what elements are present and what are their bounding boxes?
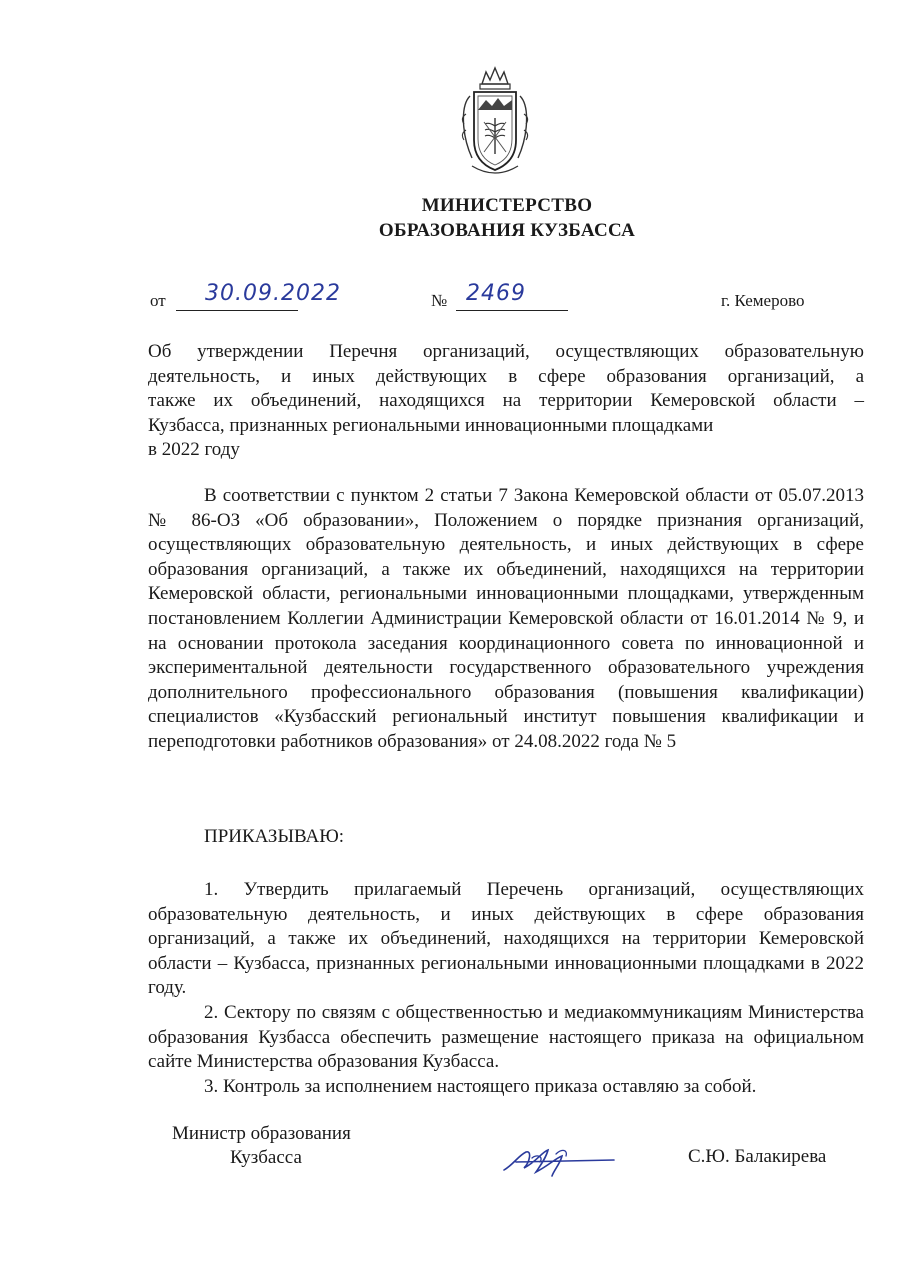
order-items xyxy=(148,878,864,1099)
order-item-1: 1. Утвердить прилагаемый Перечень организаций, осуществляющих образовательную деятельность, и иных действующих в сфере образования организаций, а также их объединений, находящихся на территории Кемеровской области – Кузбасса, признанных региональными инновационными площадками в 2022 году. xyxy=(148,879,864,999)
handwritten-number: 2469 xyxy=(466,281,526,306)
date-underline xyxy=(176,310,298,311)
city-label: г. Кемерово xyxy=(721,291,805,310)
date-label: от xyxy=(150,291,166,310)
number-label: № xyxy=(431,291,448,310)
handwritten-date: 30.09.2022 xyxy=(205,281,341,306)
order-item-2: 2. Сектору по связям с общественностью и медиакоммуникациям Министерства образования Кузбасса обеспечить размещение настоящего приказа на официальном сайте Министерства образования Кузбасса. xyxy=(148,1001,864,1073)
title-line: Кузбасса, признанных региональными инновационными площадками xyxy=(148,414,714,436)
preamble-paragraph: В соответствии с пунктом 2 статьи 7 Закона Кемеровской области от 05.07.2013 № 86-ОЗ «Об образовании», Положением о порядке признания организаций, осуществляющих образовательную деятельность, и иных действующих в сфере образования организаций, а также их объединений, находящихся на территории Кемеровской области, региональными инновационными площадками, утвержденным постановлением Коллегии Администрации Кемеровской области от 16.01.2014 № 9, и на основании протокола заседания координационного совета по инновационной и экспериментальной деятельности государственного образовательного учреждения дополнительного профессионального образования (повышения квалификации) специалистов «Кузбасский региональный институт повышения квалификации и переподготовки работников образования» от 24.08.2022 года № 5 xyxy=(148,485,864,752)
ministry-title-line1: МИНИСТЕРСТВО xyxy=(421,195,593,216)
ministry-title-line2: ОБРАЗОВАНИЯ КУЗБАССА xyxy=(378,220,636,241)
title-line: Об утверждении Перечня организаций, осуществляющих образовательную xyxy=(148,341,864,362)
title-line: в 2022 году xyxy=(148,439,240,461)
position-line2: Кузбасса xyxy=(230,1147,302,1168)
kuzbass-coat-of-arms-icon xyxy=(452,66,538,178)
document-title xyxy=(148,340,864,463)
preamble-section xyxy=(148,484,864,755)
number-underline xyxy=(456,310,568,311)
title-line: деятельность, и иных действующих в сфере образования организаций, а xyxy=(148,365,864,387)
signatory-position xyxy=(172,1122,351,1170)
signatory-name: С.Ю. Балакирева xyxy=(688,1146,827,1167)
order-word: ПРИКАЗЫВАЮ: xyxy=(204,826,345,847)
title-line: также их объединений, находящихся на территории Кемеровской области – xyxy=(148,390,864,412)
handwritten-signature xyxy=(496,1136,616,1186)
position-line1: Министр образования xyxy=(172,1123,351,1144)
order-item-3: 3. Контроль за исполнением настоящего приказа оставляю за собой. xyxy=(204,1075,757,1097)
